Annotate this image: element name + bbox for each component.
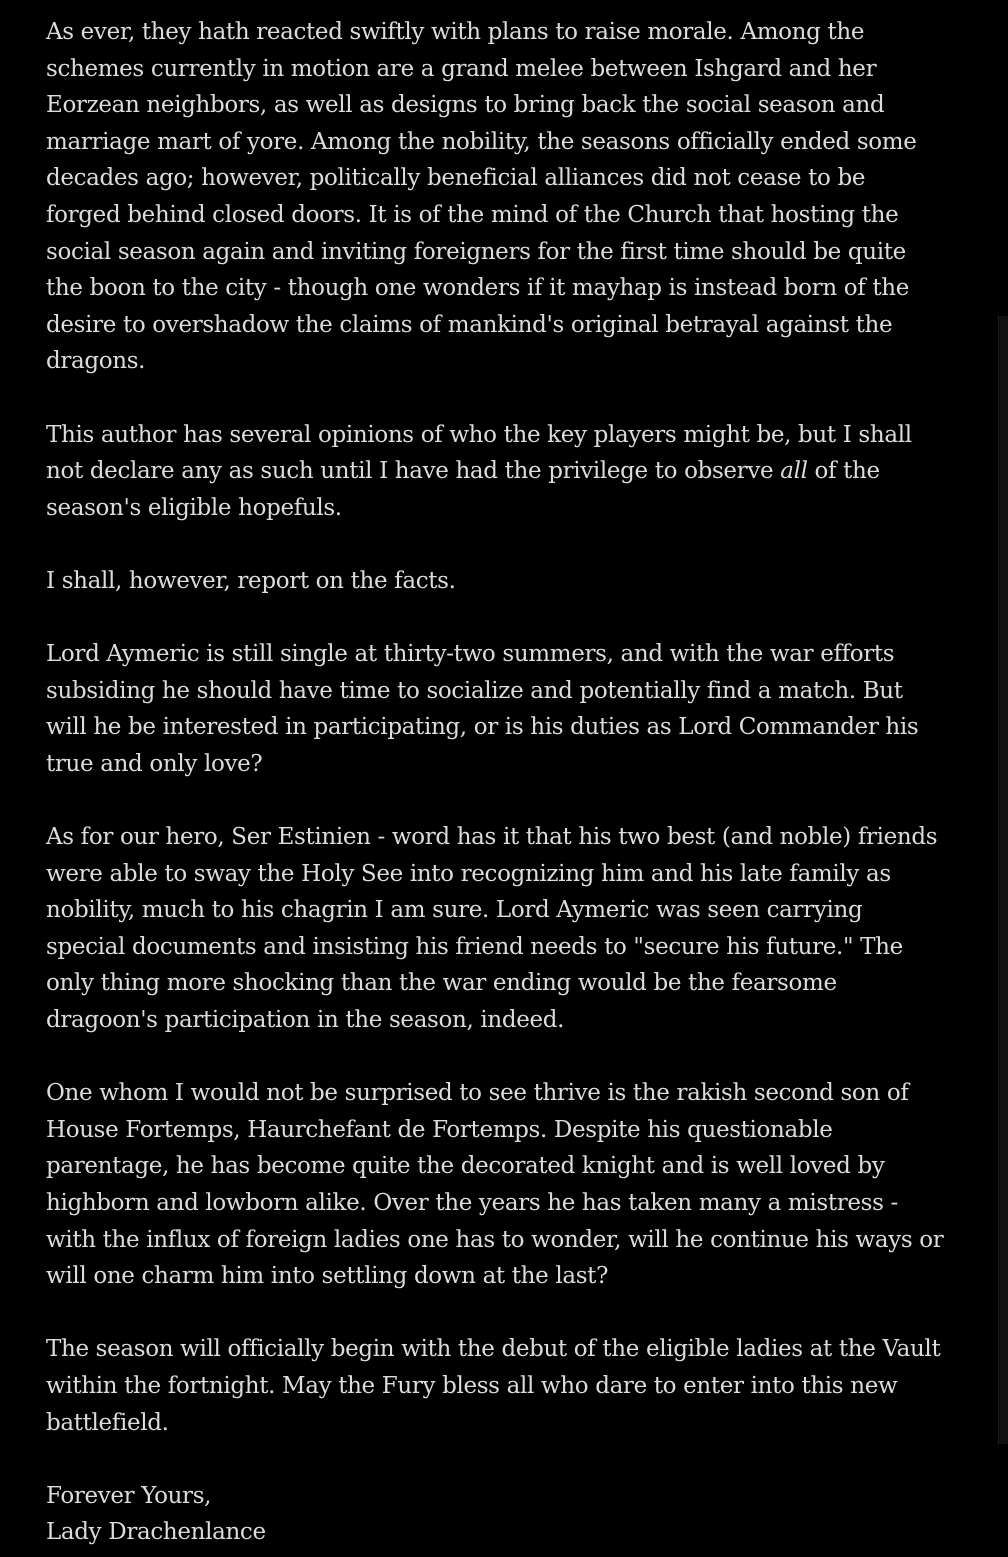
emphasis-all: all <box>780 458 808 485</box>
paragraph-ser-estinien: As for our hero, Ser Estinien - word has it that his two best (and noble) friends were able to sway the Holy See into recognizing him and his late family as nobility, much to his chagrin I am sure. Lord Aymeric was seen carrying special documents and insisting his friend needs to "secure his future." The only thing more shocking than the war ending would be the fearsome dragoon's participation in the season, indeed. <box>46 824 938 1034</box>
paragraph-text-before: This author has several opinions of who the key players might be, but I shall not declare any as such until I have had the privilege to observe <box>46 421 912 485</box>
paragraph-lord-aymeric: Lord Aymeric is still single at thirty-two summers, and with the war efforts subsiding he should have time to socialize and potentially find a match. But will he be interested in participating, or is his duties as Lord Commander his true and only love? <box>46 641 919 777</box>
signoff-author: Lady Drachenlance <box>46 1519 266 1546</box>
paragraph-haurchefant: One whom I would not be surprised to see thrive is the rakish second son of House Fortemps, Haurchefant de Fortemps. Despite his questionable parentage, he has become quite the decorated knight and is well loved by highborn and lowborn alike. Over the years he has taken many a mistress - with the influx of foreign ladies one has to wonder, will he continue his ways or will one charm him into settling down at the last? <box>46 1080 944 1290</box>
signoff <box>46 1478 946 1551</box>
paragraph-report-facts: I shall, however, report on the facts. <box>46 567 456 594</box>
signoff-closing: Forever Yours, <box>46 1482 212 1509</box>
paragraph-text-after: of the season's eligible hopefuls. <box>46 458 880 521</box>
article-body <box>46 14 946 1551</box>
scrollbar-thumb[interactable] <box>1000 316 1008 1444</box>
paragraph-season-debut: The season will officially begin with the debut of the eligible ladies at the Vault within the fortnight. May the Fury bless all who dare to enter into this new battlefield. <box>46 1336 941 1436</box>
paragraph-morale-schemes: As ever, they hath reacted swiftly with plans to raise morale. Among the schemes currently in motion are a grand melee between Ishgard and her Eorzean neighbors, as well as designs to bring back the social season and marriage mart of yore. Among the nobility, the seasons officially ended some decades ago; however, politically beneficial alliances did not cease to be forged behind closed doors. It is of the mind of the Church that hosting the social season again and inviting foreigners for the first time should be quite the boon to the city - though one wonders if it mayhap is instead born of the desire to overshadow the claims of mankind's original betrayal against the dragons. <box>46 19 917 375</box>
paragraph-author-opinions <box>46 417 946 527</box>
